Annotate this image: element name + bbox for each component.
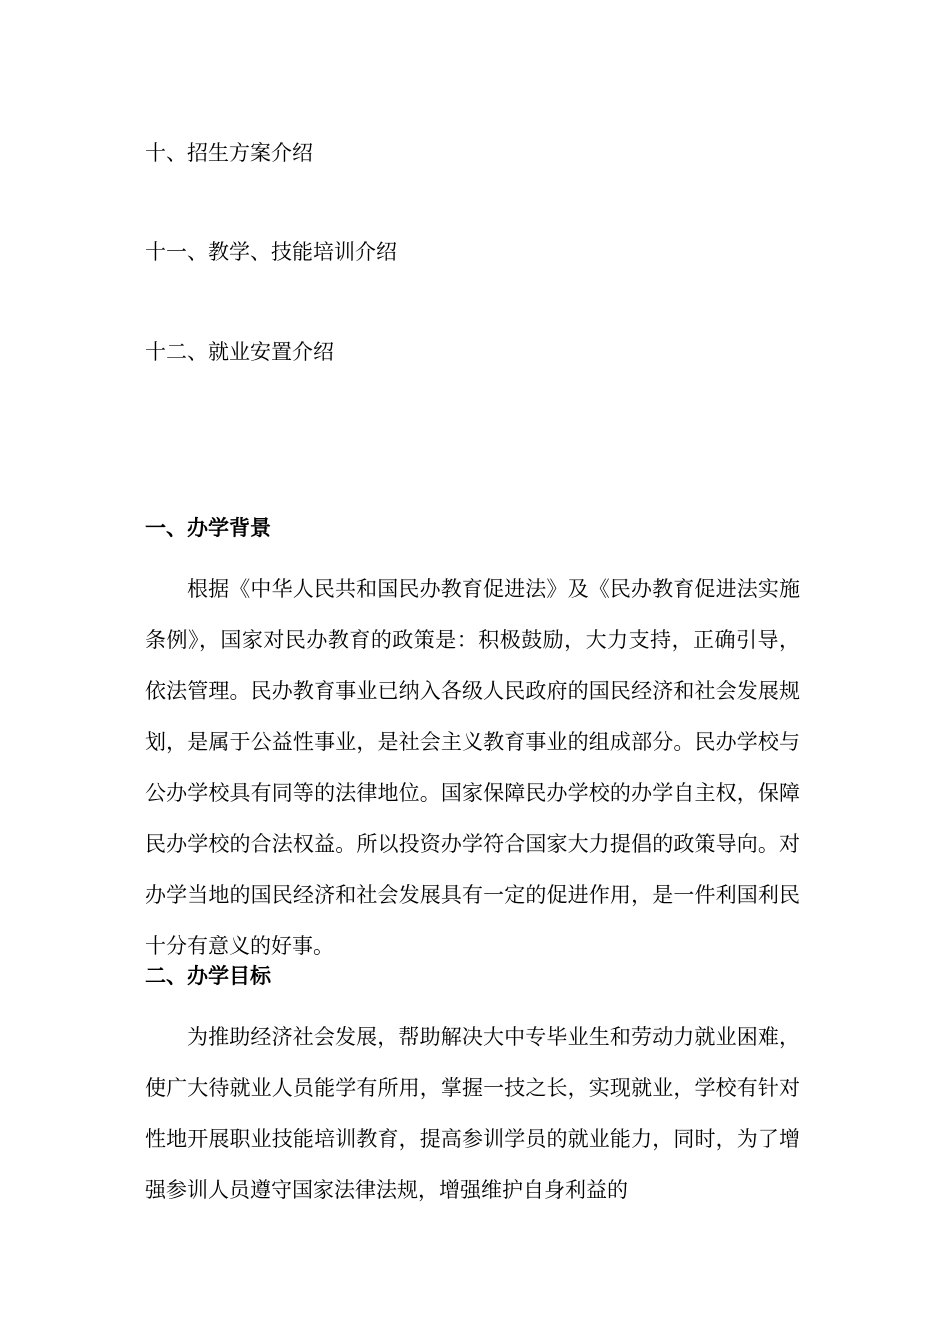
toc-item-10: 十、招生方案介绍: [145, 141, 313, 165]
toc-item-12: 十二、就业安置介绍: [145, 340, 334, 364]
section-background: [145, 514, 800, 972]
toc-item-11: 十一、教学、技能培训介绍: [145, 240, 397, 264]
section-paragraph-background: 根据《中华人民共和国民办教育促进法》及《民办教育促进法实施条例》，国家对民办教育的政策是：积极鼓励，大力支持，正确引导，依法管理。民办教育事业已纳入各级人民政府的国民经济和社会发展规划，是属于公益性事业，是社会主义教育事业的组成部分。民办学校与公办学校具有同等的法律地位。国家保障民办学校的办学自主权，保障民办学校的合法权益。所以投资办学符合国家大力提倡的政策导向。对办学当地的国民经济和社会发展具有一定的促进作用，是一件利国利民十分有意义的好事。: [145, 577, 800, 958]
section-heading-goal: 二、办学目标: [145, 963, 271, 988]
section-heading-background: 一、办学背景: [145, 515, 271, 540]
section-paragraph-goal: 为推助经济社会发展，帮助解决大中专毕业生和劳动力就业困难，使广大待就业人员能学有所用，掌握一技之长，实现就业，学校有针对性地开展职业技能培训教育，提高参训学员的就业能力，同时，为了增强参训人员遵守国家法律法规，增强维护自身利益的: [145, 1025, 800, 1202]
section-goal: [145, 962, 800, 1216]
